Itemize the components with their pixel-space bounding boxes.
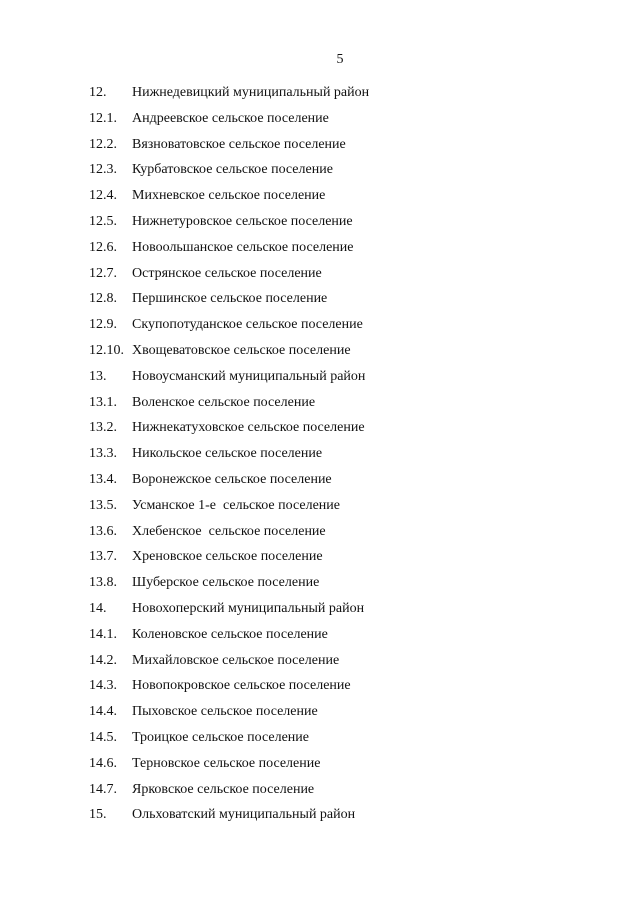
list-item (0, 286, 640, 312)
list-item (0, 415, 640, 441)
item-name: Острянское сельское поселение (132, 265, 322, 281)
list-item (0, 493, 640, 519)
list-item (0, 157, 640, 183)
item-number: 14.4. (89, 704, 117, 720)
item-number: 12.3. (89, 162, 117, 178)
item-number: 13.7. (89, 549, 117, 565)
item-number: 12.7. (89, 265, 117, 281)
item-number: 14.5. (89, 729, 117, 745)
list-item (0, 364, 640, 390)
list-item (0, 106, 640, 132)
item-name: Новохоперский муниципальный район (132, 600, 365, 616)
item-name: Пыховское сельское поселение (132, 704, 318, 720)
settlement-list (0, 80, 640, 828)
item-number: 13.1. (89, 394, 117, 410)
item-number: 12.8. (89, 291, 117, 307)
list-item (0, 132, 640, 158)
list-item (0, 570, 640, 596)
item-name: Терновское сельское поселение (132, 755, 321, 771)
list-item (0, 183, 640, 209)
list-item (0, 441, 640, 467)
item-name: Шуберское сельское поселение (132, 575, 320, 591)
list-item (0, 648, 640, 674)
list-item (0, 777, 640, 803)
item-number: 13. (89, 368, 107, 384)
item-name: Михневское сельское поселение (132, 188, 326, 204)
item-number: 13.3. (89, 446, 117, 462)
item-number: 14.1. (89, 626, 117, 642)
item-number: 13.6. (89, 523, 117, 539)
item-number: 15. (89, 807, 107, 823)
list-item (0, 338, 640, 364)
item-name: Нижнедевицкий муниципальный район (132, 85, 370, 100)
item-name: Хлебенское сельское поселение (132, 523, 326, 539)
item-number: 14.2. (89, 652, 117, 668)
list-item (0, 467, 640, 493)
item-number: 14.6. (89, 755, 117, 771)
item-number: 12.9. (89, 317, 117, 333)
item-number: 14.3. (89, 678, 117, 694)
list-item (0, 725, 640, 751)
page-number: 5 (336, 52, 344, 67)
item-number: 13.8. (89, 575, 117, 591)
list-item (0, 596, 640, 622)
list-item (0, 235, 640, 261)
list-item (0, 209, 640, 235)
item-number: 12.1. (89, 110, 117, 126)
list-item (0, 544, 640, 570)
item-name: Новопокровское сельское поселение (132, 678, 351, 694)
item-name: Новоусманский муниципальный район (132, 368, 366, 384)
list-item (0, 519, 640, 545)
item-name: Хреновское сельское поселение (132, 549, 323, 565)
item-name: Вязноватовское сельское поселение (132, 136, 346, 152)
list-item (0, 312, 640, 338)
item-number: 13.5. (89, 497, 117, 513)
item-name: Ольховатский муниципальный район (132, 807, 356, 823)
item-name: Першинское сельское поселение (132, 291, 328, 307)
item-name: Воленское сельское поселение (132, 394, 316, 410)
item-number: 14.7. (89, 781, 117, 797)
item-number: 14. (89, 600, 107, 616)
list-item (0, 261, 640, 287)
item-number: 12. (89, 85, 107, 100)
item-name: Никольское сельское поселение (132, 446, 323, 462)
item-number: 12.6. (89, 239, 117, 255)
list-item (0, 673, 640, 699)
item-name: Усманское 1-е сельское поселение (132, 497, 340, 513)
item-name: Новоольшанское сельское поселение (132, 239, 354, 255)
list-item (0, 622, 640, 648)
item-name: Воронежское сельское поселение (132, 471, 332, 487)
item-number: 13.2. (89, 420, 117, 436)
list-item (0, 751, 640, 777)
list-item (0, 80, 640, 106)
list-item (0, 390, 640, 416)
item-name: Нижнетуровское сельское поселение (132, 213, 353, 229)
item-name: Курбатовское сельское поселение (132, 162, 333, 178)
list-item (0, 802, 640, 828)
item-name: Ярковское сельское поселение (132, 781, 315, 797)
item-name: Андреевское сельское поселение (132, 110, 329, 126)
item-number: 12.5. (89, 213, 117, 229)
item-name: Нижнекатуховское сельское поселение (132, 420, 365, 436)
item-number: 13.4. (89, 471, 117, 487)
item-name: Скупопотуданское сельское поселение (132, 317, 363, 333)
item-number: 12.2. (89, 136, 117, 152)
item-name: Коленовское сельское поселение (132, 626, 328, 642)
list-item (0, 699, 640, 725)
item-number: 12.4. (89, 188, 117, 204)
item-name: Троицкое сельское поселение (132, 729, 309, 745)
item-name: Хвощеватовское сельское поселение (132, 342, 351, 358)
item-number: 12.10. (89, 342, 124, 358)
item-name: Михайловское сельское поселение (132, 652, 340, 668)
